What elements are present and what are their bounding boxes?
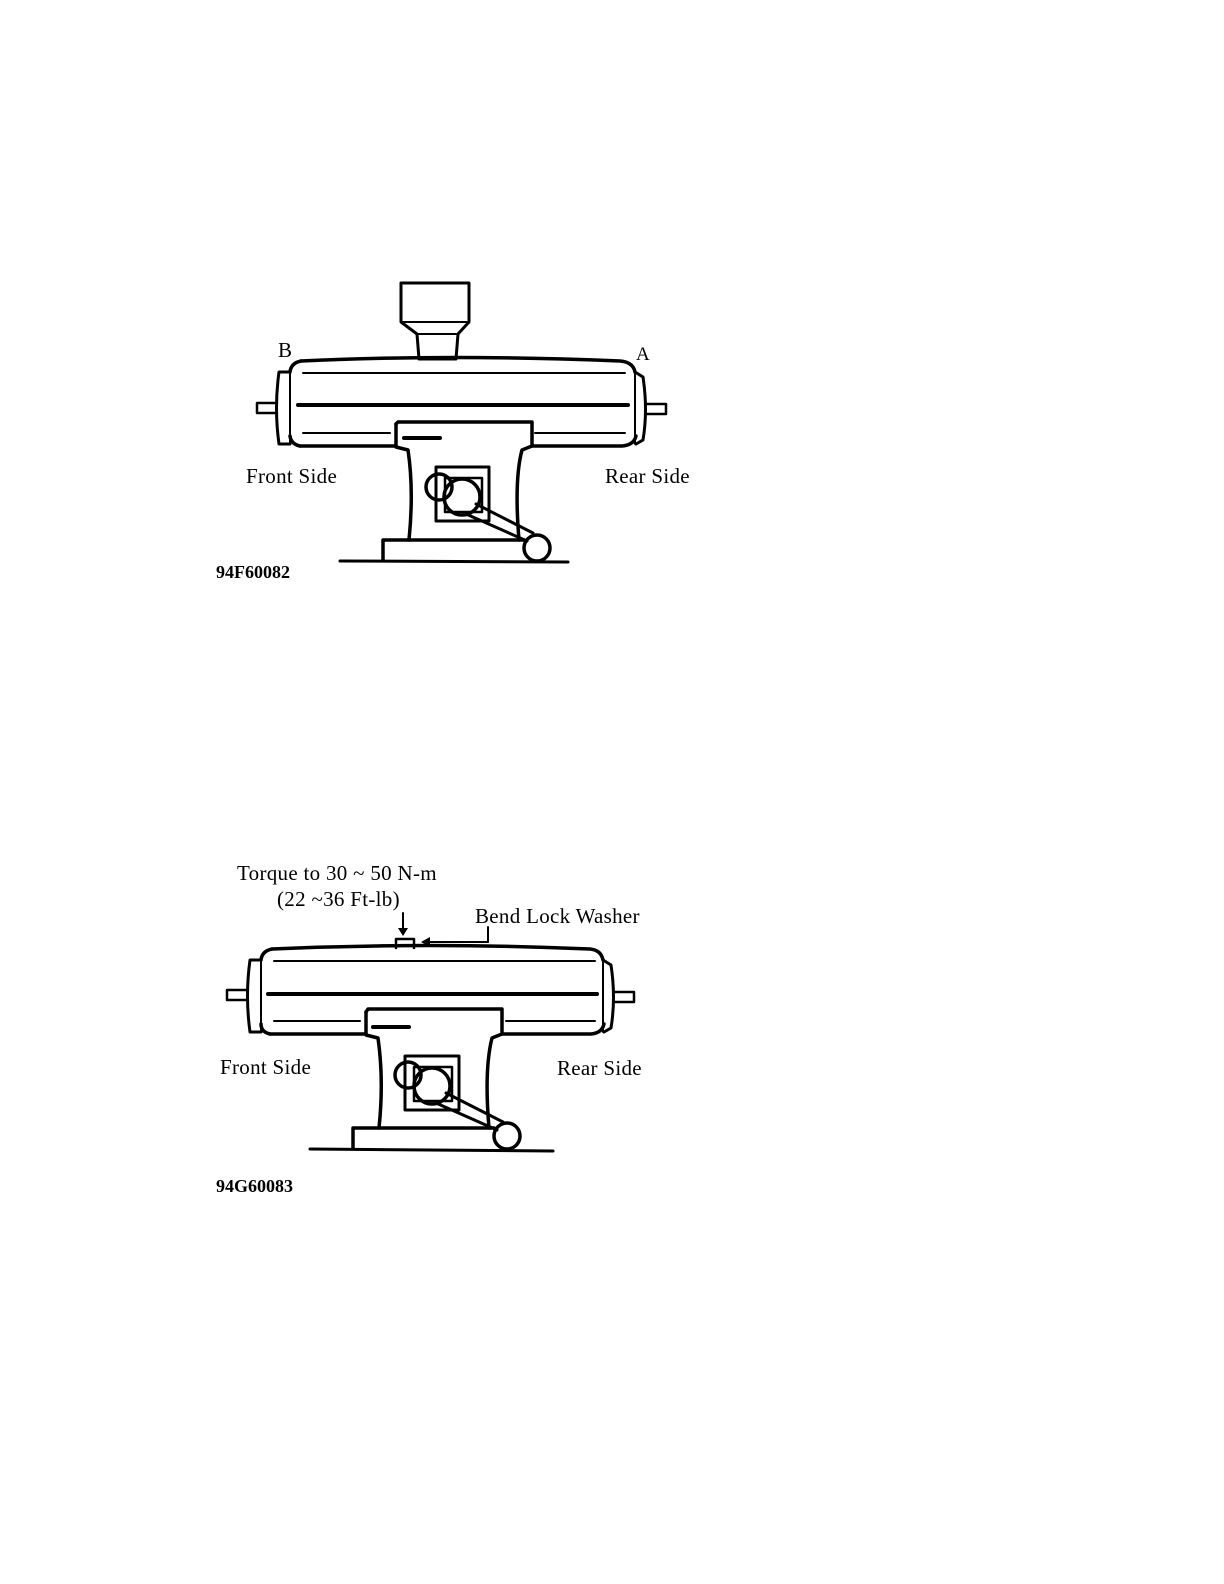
front-side-label: Front Side	[246, 464, 338, 488]
bend-lock-washer-label: Bend Lock Washer	[475, 904, 640, 928]
figure-code: 94G60083	[216, 1176, 294, 1196]
figure-code: 94F60082	[216, 562, 290, 582]
label-a: A	[636, 344, 651, 365]
label-b: B	[278, 338, 293, 362]
cylinder-body	[227, 946, 634, 1035]
torque-spec-imperial-label: (22 ~36 Ft-lb)	[277, 887, 400, 911]
stand	[310, 1009, 553, 1151]
rear-side-label: Rear Side	[605, 464, 690, 488]
front-side-label: Front Side	[220, 1055, 312, 1079]
rear-side-label: Rear Side	[557, 1056, 642, 1080]
torque-spec-label: Torque to 30 ~ 50 N-m	[237, 861, 437, 885]
